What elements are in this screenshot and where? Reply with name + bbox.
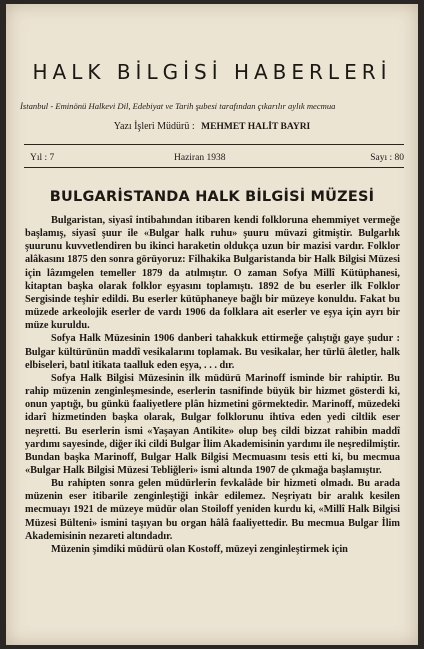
issue-year: Yıl : 7 [30,153,55,163]
journal-page [6,4,418,645]
article-paragraph: Müzenin şimdiki müdürü olan Kostoff, müzeyi zenginleştirmek için [51,543,348,555]
article-paragraph: Sofya Halk Müzesinin 1906 danberi tahakkuk ettirmeğe çalıştığı gaye şudur : Bulgar kültürünün maddî vesikalarını toplamak. Bu vesikalar, her türlü âletler, halk elbiseleri, batıl itikata taalluk eden eşya, . . . dır. [25,333,400,371]
issue-date: Haziran 1938 [174,153,226,163]
journal-subtitle: İstanbul - Eminönü Halkevi Dil, Edebiyat ve Tarih şubesi tarafından çıkarılır aylık mecmua [20,101,336,111]
editor-line [6,121,418,132]
editor-label: Yazı İşleri Müdürü : [113,121,195,132]
article-paragraph: Bu rahipten sonra gelen müdürlerin fevkalâde bir hizmeti olmadı. Bu arada müzenin eser itibarile zenginleştiği inkâr edilemez. Neşriyatı bir aralık kesilen mecmuayı 1921 de müzeye müdür olan Stoiloff yeniden kurdu ki, «Millî Halk Bilgisi Müzesi Bülteni» ismini taşıyan bu organ hâlâ faaliyettedir. Bu mecmua Bulgar İlim Akademisinin nezareti altındadır. [25,478,400,542]
article-paragraph: Sofya Halk Bilgisi Müzesinin ilk müdürü Marinoff isminde bir rahiptir. Bu rahip müzenin zenginleşmesinde, eserlerin tasnifinde büyük bir hizmet gösterdi ki, onun yaptığı, bu günkü faaliyetlere plân hizmetini görmektedir. Marinoff, müzedeki idarî hizmetinden başka olarak, Bulgar folklorunu ihtiva eden yedi ciltlik eser neşretti. Bu eserlerin ismi «Yaşayan Antikite» olup beş cildi bizzat rahibin maddî yardımı sayesinde, diğer iki cildi Bulgar İlim Akademisinin yardımı ile neşredilmiştir. Bundan başka Marinoff, Bulgar Halk Bilgisi Mecmuasını tesis etti ki, bu mecmua «Bulgar Halk Bilgisi Müzesi Tebliğleri» ismi altında 1907 de çıkmağa başlamıştır. [25,372,400,476]
article-body [25,214,400,556]
article-title: BULGARİSTANDA HALK BİLGİSİ MÜZESİ [49,189,375,205]
header-rule-bottom [24,167,404,168]
issue-number: Sayı : 80 [370,153,404,163]
header-rule-top [24,144,404,145]
journal-title: HALK BİLGİSİ HABERLERİ [32,60,392,84]
editor-name: MEHMET HALİT BAYRI [201,122,311,132]
article-paragraph: Bulgaristan, siyasî intibahından itibaren kendi folkloruna ehemmiyet vermeğe başlamış, siyasî şuur ile «Bulgar halk ruhu» şuuru müvazi gitmiştir. Bulgarlık şuurunu kuvvetlendiren bu ikinci haraketin oldukça uzun bir mazisi vardır. Folklor alâkasını 1875 den sonra görüyoruz: Filhakika Bulgaristanda bir Halk Bilgisi Müzesi için lâzımgelen temeller 1879 da atılmıştır. O zaman Sofya Millî Kütüphanesi, kitaptan başka olarak folklor eşyasını toplamıştı. 1892 de bu eserler ilk Folklor Sergisinde teşhir edildi. Bu eserler kütüphaneye bağlı bir müzeye konuldu. Fakat bu müzede arkeolojik eserler de vardı 1906 da folklara ait eserler ve eşya için ayrı bir müze kuruldu. [25,215,400,332]
